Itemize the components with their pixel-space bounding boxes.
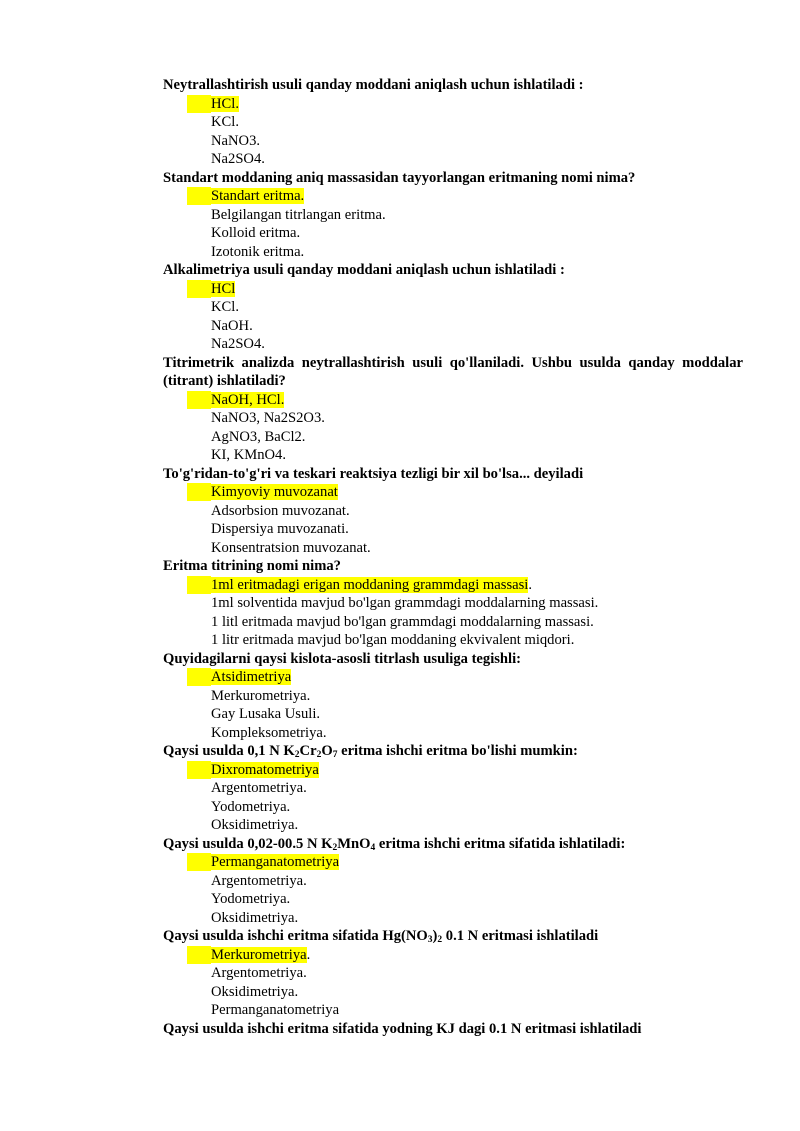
option: Konsentratsion muvozanat. xyxy=(211,539,371,556)
option: Yodometriya. xyxy=(211,891,291,907)
option: Kompleksometriya. xyxy=(211,724,327,741)
option: NaNO3, Na2S2O3. xyxy=(211,410,325,426)
option: Izotonik eritma. xyxy=(211,243,305,260)
option: 1ml solventida mavjud bo'lgan grammdagi moddalarning massasi. xyxy=(211,595,599,611)
option: 1 litl eritmada mavjud bo'lgan grammdagi moddalarning massasi. xyxy=(211,613,594,630)
option: NaNO3. xyxy=(211,132,261,149)
option: Gay Lusaka Usuli. xyxy=(211,706,321,722)
option: KCl. xyxy=(211,114,239,130)
question-7: Quyidagilarni qaysi kislota-asosli titrlash usuliga tegishli: xyxy=(163,650,522,667)
option: KI, KMnO4. xyxy=(211,447,286,463)
correct-answer: Atsidimetriya xyxy=(163,668,743,687)
option: AgNO3, BaCl2. xyxy=(211,428,306,445)
option: Oksidimetriya. xyxy=(211,983,299,1000)
option: Na2SO4. xyxy=(211,336,265,352)
option: Kolloid eritma. xyxy=(211,225,301,241)
option: Oksidimetriya. xyxy=(211,909,299,926)
question-10: Qaysi usulda ishchi eritma sifatida $Hg(NO_3)_2$ 0.1 N eritmasi ishlatiladi xyxy=(163,928,599,945)
question-1: Neytrallashtirish usuli qanday moddani aniqlash uchun ishlatiladi : xyxy=(163,77,584,93)
question-4: Titrimetrik analizda neytrallashtirish usuli qo'llaniladi. Ushbu usulda qanday moddalar (titrant) ishlatiladi? xyxy=(163,354,743,389)
option: Merkurometriya. xyxy=(211,687,311,704)
option: Permanganatometriya xyxy=(211,1002,340,1018)
question-5: To'g'ridan-to'g'ri va teskari reaktsiya tezligi bir xil bo'lsa... deyiladi xyxy=(163,465,584,482)
correct-answer: Dixromatometriya xyxy=(163,761,743,780)
correct-answer: HCl xyxy=(163,280,743,299)
option: Belgilangan titrlangan eritma. xyxy=(211,206,386,223)
correct-answer: HCl. xyxy=(163,95,743,114)
option: Dispersiya muvozanati. xyxy=(211,521,349,537)
correct-answer: Merkurometriya. xyxy=(163,946,743,965)
option: Argentometriya. xyxy=(211,780,307,796)
document-page xyxy=(163,76,743,1038)
option: 1 litr eritmada mavjud bo'lgan moddaning ekvivalent miqdori. xyxy=(211,632,575,648)
correct-answer: 1ml eritmadagi erigan moddaning grammdagi massasi. xyxy=(163,576,743,595)
question-2: Standart moddaning aniq massasidan tayyorlangan eritmaning nomi nima? xyxy=(163,169,636,186)
correct-answer: Kimyoviy muvozanat xyxy=(163,483,743,502)
question-3: Alkalimetriya usuli qanday moddani aniqlash uchun ishlatiladi : xyxy=(163,262,565,278)
question-8: Qaysi usulda 0,1 N $K_2Cr_2O_7$ eritma ishchi eritma bo'lishi mumkin: xyxy=(163,743,578,760)
option: Argentometriya. xyxy=(211,965,307,981)
option: Oksidimetriya. xyxy=(211,817,299,833)
option: Yodometriya. xyxy=(211,798,291,815)
question-6: Eritma titrining nomi nima? xyxy=(163,558,341,574)
question-11: Qaysi usulda ishchi eritma sifatida yodning KJ dagi 0.1 N eritmasi ishlatiladi xyxy=(163,1020,642,1037)
option: Na2SO4. xyxy=(211,151,265,167)
correct-answer: Standart eritma. xyxy=(163,187,743,206)
option: NaOH. xyxy=(211,317,253,334)
correct-answer: NaOH, HCl. xyxy=(163,391,743,410)
correct-answer: Permanganatometriya xyxy=(163,853,743,872)
option: Adsorbsion muvozanat. xyxy=(211,502,350,519)
question-9: Qaysi usulda 0,02-00.5 N $K_2MnO_4$ eritma ishchi eritma sifatida ishlatiladi: xyxy=(163,835,626,853)
option: Argentometriya. xyxy=(211,872,307,889)
option: KCl. xyxy=(211,299,239,315)
